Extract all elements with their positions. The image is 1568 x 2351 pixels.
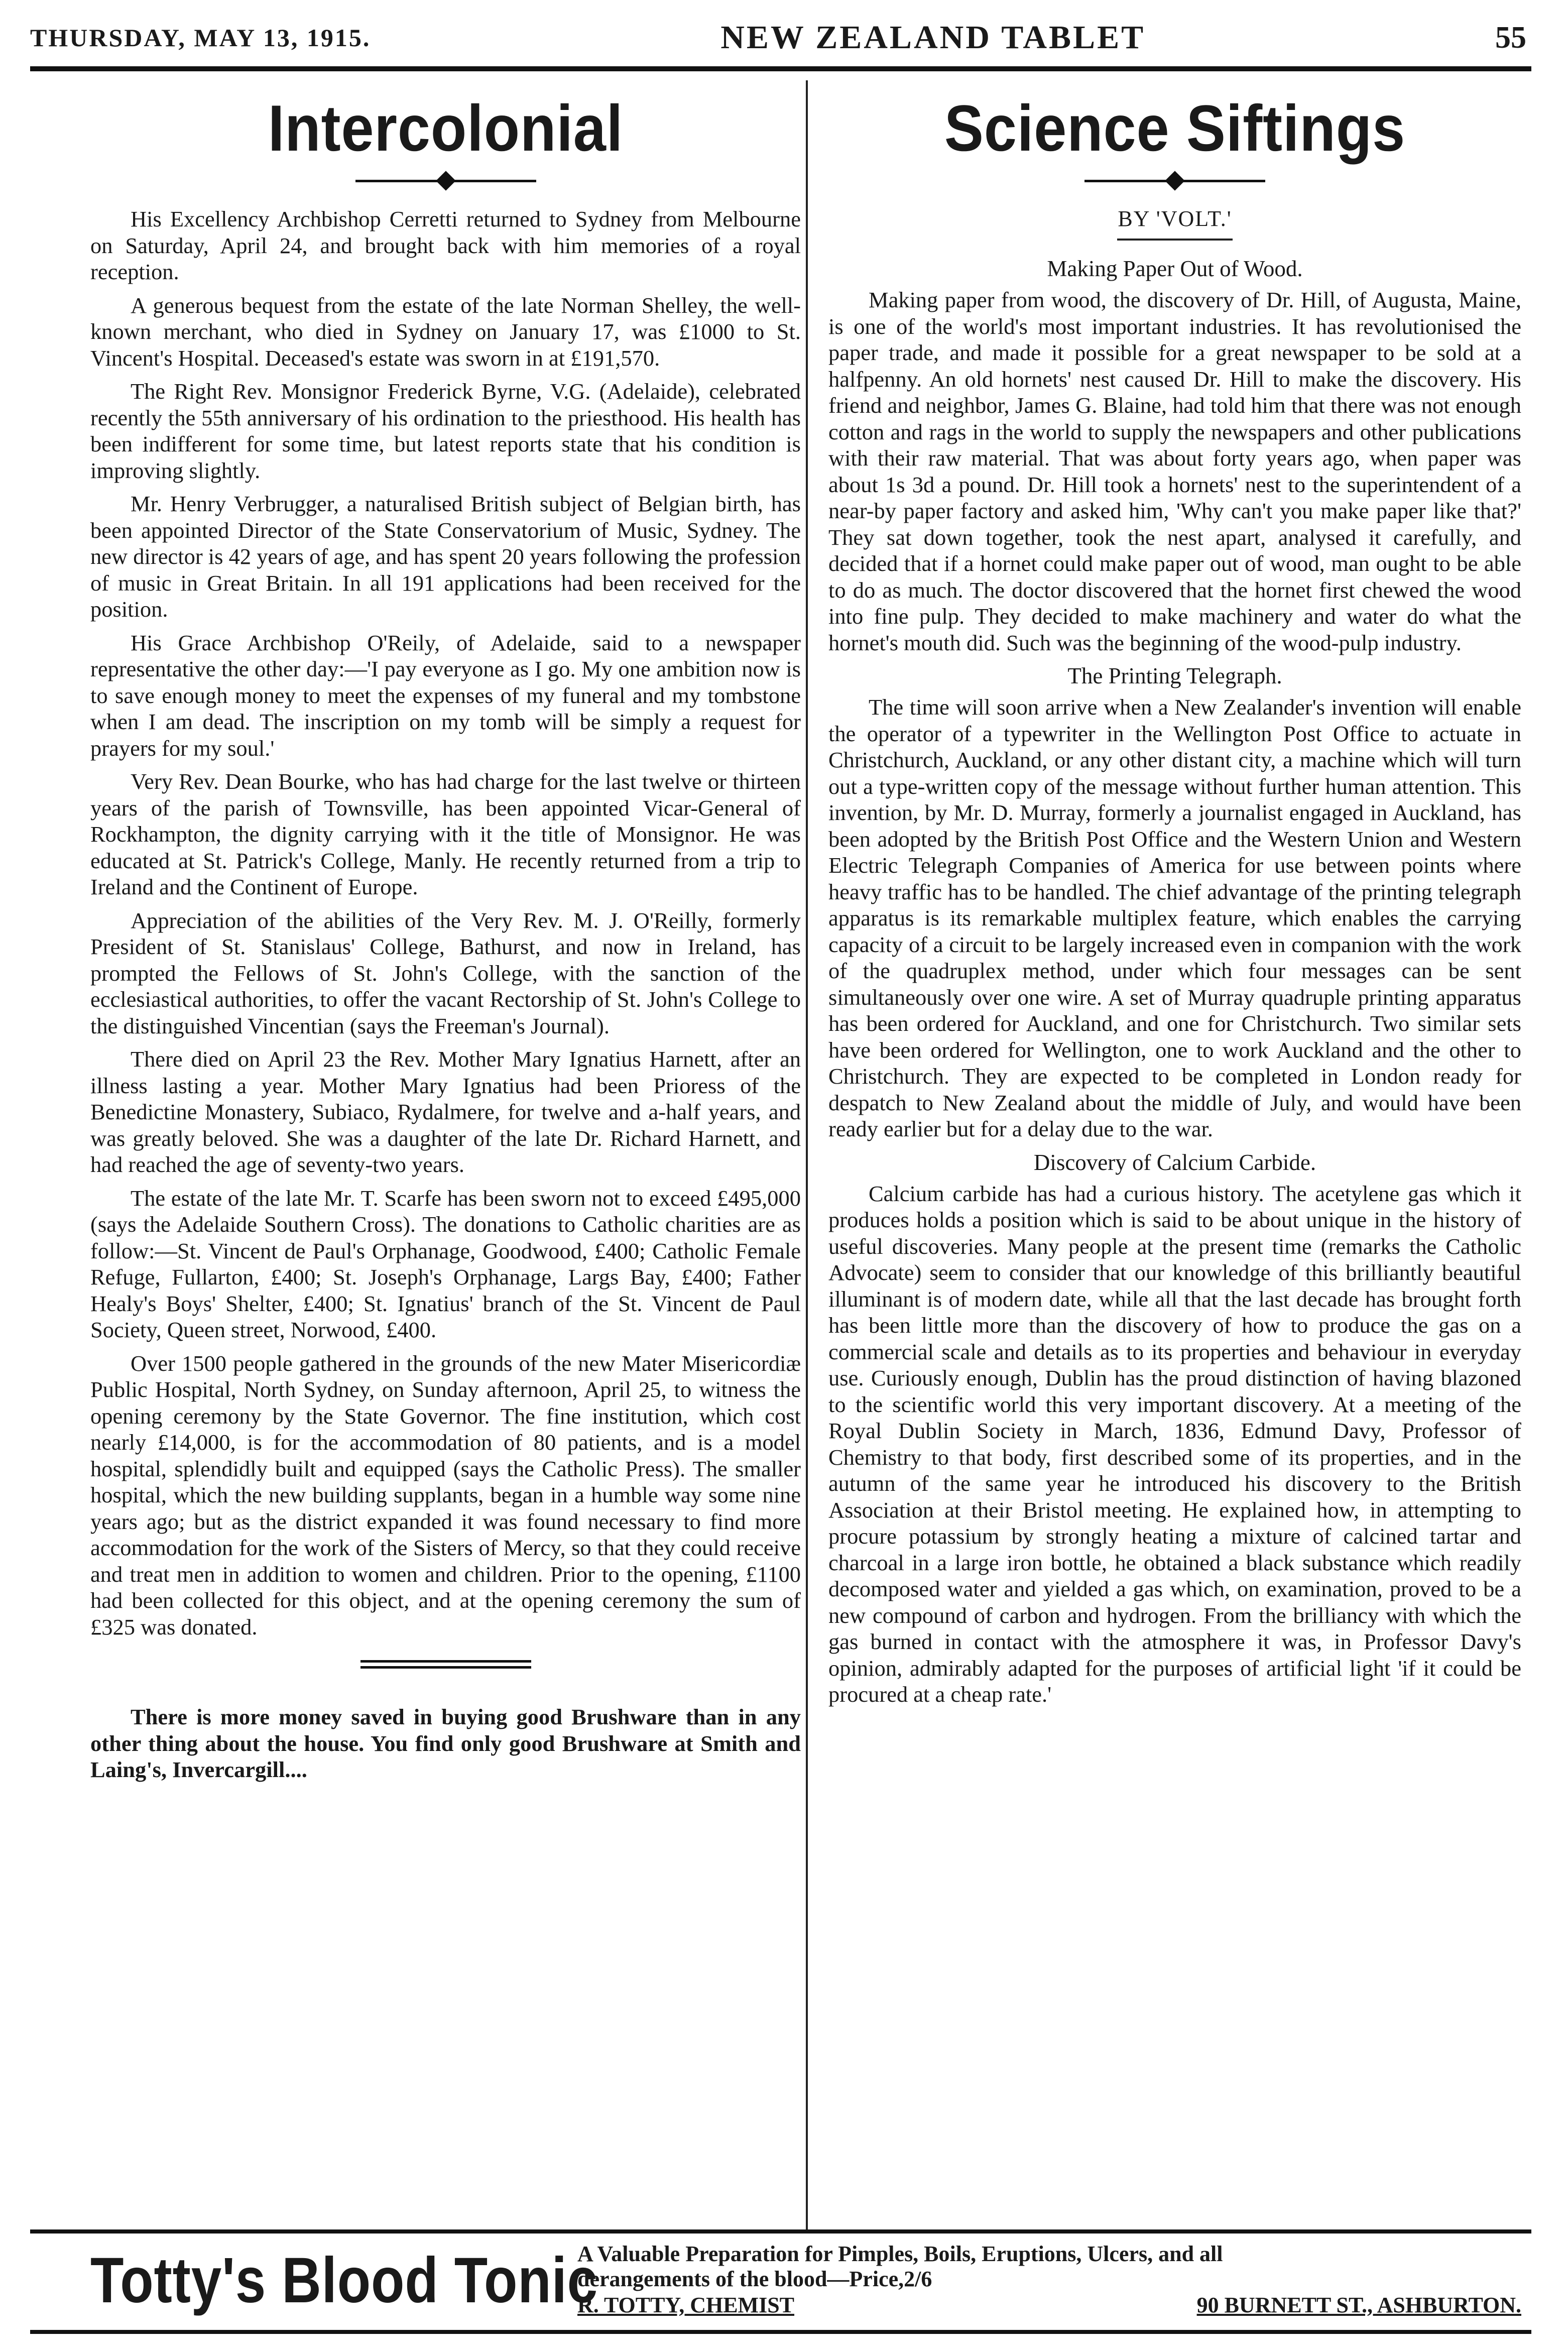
advert-title: Totty's Blood Tonic: [90, 2245, 598, 2316]
title-ornament: [355, 171, 536, 191]
byline: BY 'VOLT.': [1118, 206, 1232, 231]
advert-line-1: A Valuable Preparation for Pimples, Boils, Eruptions, Ulcers, and all: [577, 2242, 1223, 2266]
advert-address: 90 BURNETT ST., ASHBURTON.: [1196, 2293, 1521, 2317]
paragraph: The estate of the late Mr. T. Scarfe has been sworn not to exceed £495,000 (says the Adelaide Southern Cross). The donations to Catholic charities are as follow:—St. Vincent de Paul's Orphanage, Goodwood, £400; Catholic Female Refuge, Fullarton, £400; St. Joseph's Orphanage, Largs Bay, £400; Father Healy's Boys' Shelter, £400; St. Ignatius' branch of the St. Vincent de Paul Society, Queen street, Norwood, £400.: [90, 1185, 801, 1342]
byline-rule: [1117, 239, 1233, 241]
section-heading: Discovery of Calcium Carbide.: [1033, 1149, 1316, 1175]
paragraph: Mr. Henry Verbrugger, a naturalised British subject of Belgian birth, has been appointed Director of the State Conservatorium of Music, Sydney. The new director is 42 years of age, and has spent 20 years following the profession of music in Great Britain. In all 191 applications had been received for the position.: [90, 491, 801, 622]
advert-text: [577, 2242, 1521, 2318]
section-heading: Making Paper Out of Wood.: [1047, 256, 1303, 281]
column-divider: [806, 80, 808, 2229]
issue-date: THURSDAY, MAY 13, 1915.: [30, 24, 371, 52]
double-rule: [360, 1660, 531, 1669]
science-siftings-title: Science Siftings: [944, 91, 1406, 165]
science-siftings-column: [828, 80, 1521, 1715]
paragraph: Very Rev. Dean Bourke, who has had charge for the last twelve or thirteen years of the parish of Townsville, has been appointed Vicar-General of Rockhampton, the dignity carrying with it the title of Monsignor. He was educated at St. Patrick's College, Manly. He recently returned from a trip to Ireland and the Continent of Europe.: [90, 769, 801, 899]
advert-line-2: derangements of the blood—Price,2/6: [577, 2267, 932, 2291]
advert-bottom-rule: [30, 2330, 1531, 2334]
paragraph: The Right Rev. Monsignor Frederick Byrne, V.G. (Adelaide), celebrated recently the 55th anniversary of his ordination to the priesthood. His health has been indifferent for some time, but latest reports state that his condition is improving slightly.: [90, 379, 801, 483]
brushware-advert: There is more money saved in buying good Brushware than in any other thing about the house. You find only good Brushware at Smith and Laing's, Invercargill....: [90, 1704, 801, 1782]
section-heading: The Printing Telegraph.: [1067, 663, 1282, 688]
paragraph: His Excellency Archbishop Cerretti returned to Sydney from Melbourne on Saturday, April 24, and brought back with him memories of a royal reception.: [90, 206, 801, 284]
paragraph: Making paper from wood, the discovery of Dr. Hill, of Augusta, Maine, is one of the world's most important industries. It has revolutionised the paper trade, and made it possible for a great newspaper to be sold at a halfpenny. An old hornets' nest caused Dr. Hill to make the discovery. His friend and neighbor, James G. Blaine, had told him that there was not enough cotton and rags in the world to supply the newspapers and other publications with their raw material. That was about forty years ago, when paper was about 1s 3d a pound. Dr. Hill took a hornets' nest to the superintendent of a near-by paper factory and asked him, 'Why can't you make paper like that?' They sat down together, took the nest apart, analysed it carefully, and decided that if a hornet could make paper out of wood, man ought to be able to do as much. The doctor discovered that the hornet first chewed the wood into fine pulp. They decided to make machinery and water do what the hornet's mouth did. Such was the beginning of the wood-pulp industry.: [828, 287, 1521, 655]
paragraph: A generous bequest from the estate of the late Norman Shelley, the well-known merchant, who died in Sydney on January 17, was £1000 to St. Vincent's Hospital. Deceased's estate was sworn in at £191,570.: [90, 292, 801, 371]
footer-advert: [30, 2229, 1531, 2340]
masthead-title: NEW ZEALAND TABLET: [720, 19, 1146, 56]
title-ornament: [1084, 171, 1265, 191]
paragraph: His Grace Archbishop O'Reily, of Adelaide, said to a newspaper representative the other day:—'I pay everyone as I go. My one ambition now is to save enough money to meet the expenses of my funeral and my tombstone when I am dead. The inscription on my tomb will be simply a request for prayers for my soul.': [90, 630, 801, 761]
paragraph: Appreciation of the abilities of the Very Rev. M. J. O'Reilly, formerly President of St. Stanislaus' College, Bathurst, and now in Ireland, has prompted the Fellows of St. John's College, with the sanction of the ecclesiastical authorities, to offer the vacant Rectorship of St. John's College to the distinguished Vincentian (says the Freeman's Journal).: [90, 907, 801, 1038]
advert-chemist: R. TOTTY, CHEMIST: [577, 2293, 795, 2317]
paragraph: Calcium carbide has had a curious history. The acetylene gas which it produces holds a position which is said to be about unique in the history of useful discoveries. Many people at the present time (remarks the Catholic Advocate) seem to consider that our knowledge of this brilliantly beautiful illuminant is of modern date, while all that the last decade has brought forth has been little more than the discovery of how to produce the gas on a commercial scale and details as to its properties and behaviour in everyday use. Curiously enough, Dublin has the proud distinction of having blazoned to the scientific world this very important discovery. At a meeting of the Royal Dublin Society in March, 1836, Edmund Davy, Professor of Chemistry to that body, first described some of its properties, and in the autumn of the same year he introduced his discovery to the British Association at their Bristol meeting. He explained how, in attempting to procure potassium by strongly heating a mixture of calcined tartar and charcoal in a large iron bottle, he obtained a black substance which readily decomposed water and yielded a gas which, on examination, proved to be a new compound of carbon and hydrogen. From the brilliancy with which the gas burned in contact with the atmosphere it was, in Professor Davy's opinion, admirably adapted for the purposes of artificial light 'if it could be procured at a cheap rate.': [828, 1181, 1521, 1707]
page-number: 55: [1495, 20, 1526, 55]
intercolonial-column: [90, 80, 801, 1790]
advert-top-rule: [30, 2229, 1531, 2234]
intercolonial-title: Intercolonial: [268, 91, 624, 165]
header-rule: [30, 66, 1531, 71]
paragraph: The time will soon arrive when a New Zealander's invention will enable the operator of a typewriter in the Wellington Post Office to actuate in Christchurch, Auckland, or any other distant city, a machine which will turn out a type-written copy of the message without further human attention. This invention, by Mr. D. Murray, formerly a journalist engaged in Auckland, has been adopted by the British Post Office and the Western Union and Western Electric Telegraph Companies of America for use between points where heavy traffic has to be handled. The chief advantage of the printing telegraph apparatus is its remarkable multiplex feature, which enables the carrying capacity of a circuit to be largely increased even in companion with the work of the quadruplex method, under which four messages can be sent simultaneously over one wire. A set of Murray quadruple printing apparatus has been ordered for Auckland, and one for Christchurch. Two similar sets have been ordered for Wellington, one to work Auckland and the other to Christchurch. They are expected to be completed in London ready for despatch to New Zealand about the middle of July, and would have been ready earlier but for a delay due to the war.: [828, 694, 1521, 1141]
advert-line-3: [577, 2293, 1521, 2318]
paragraph: Over 1500 people gathered in the grounds of the new Mater Misericordiæ Public Hospital, North Sydney, on Sunday afternoon, April 25, to witness the opening ceremony by the State Governor. The fine institution, which cost nearly £14,000, is for the accommodation of 80 patients, and is a model hospital, splendidly built and equipped (says the Catholic Press). The smaller hospital, which the new building supplants, began in a humble way some nine years ago; but as the district expanded it was found necessary to find more accommodation for the work of the Sisters of Mercy, so that they could receive and treat men in addition to women and children. Prior to the opening, £1100 had been collected for this object, and at the opening ceremony the sum of £325 was donated.: [90, 1350, 801, 1639]
paragraph: There died on April 23 the Rev. Mother Mary Ignatius Harnett, after an illness lasting a year. Mother Mary Ignatius had been Prioress of the Benedictine Monastery, Subiaco, Rydalmere, for twelve and a-half years, and was greatly beloved. She was a daughter of the late Dr. Richard Harnett, and had reached the age of seventy-two years.: [90, 1046, 801, 1177]
page-header: [30, 10, 1526, 65]
